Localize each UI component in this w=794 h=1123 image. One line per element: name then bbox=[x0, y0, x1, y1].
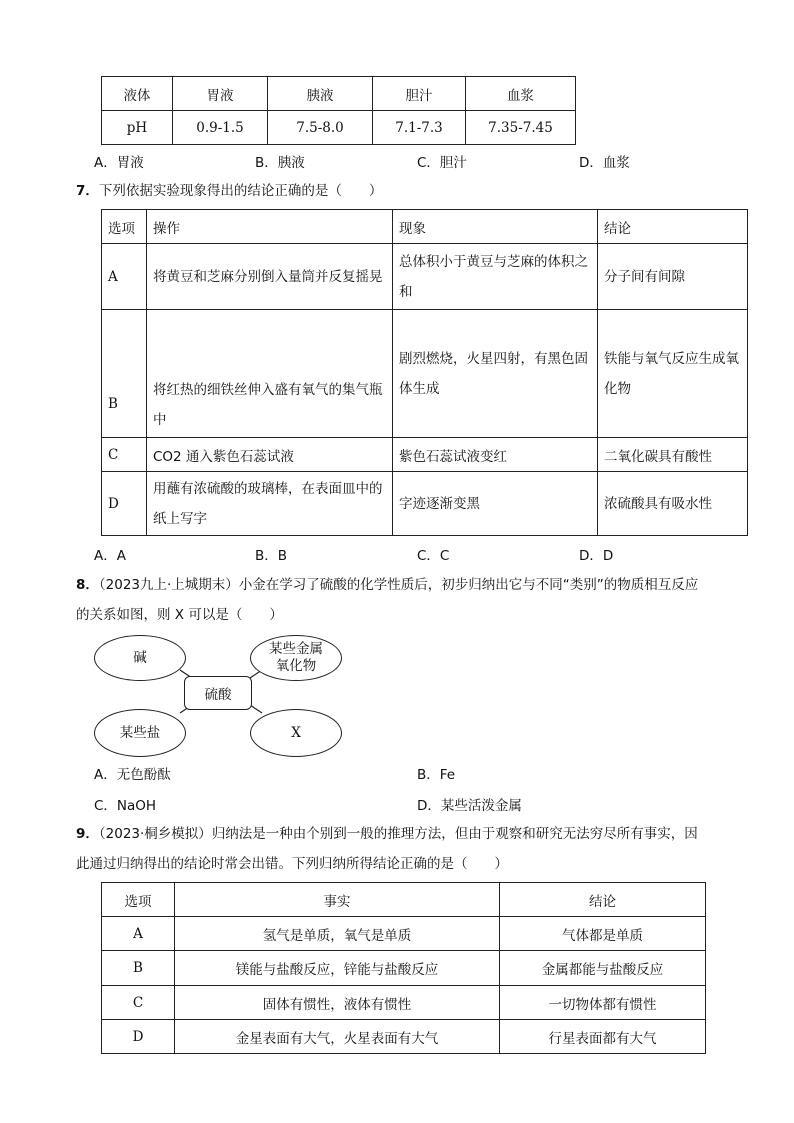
q7-row-d bbox=[102, 472, 748, 536]
q8-stem bbox=[76, 570, 742, 630]
q9-fact: 氢气是单质，氧气是单质 bbox=[175, 917, 500, 951]
q7-operation: 将黄豆和芝麻分别倒入量筒并反复摇晃 bbox=[147, 244, 393, 310]
q7-phenomenon: 总体积小于黄豆与芝麻的体积之和 bbox=[393, 244, 598, 310]
q9-header-cell: 事实 bbox=[175, 883, 500, 917]
q9-option-label: A bbox=[102, 917, 175, 951]
q8-number: 8． bbox=[76, 577, 99, 593]
q7-option-c[interactable]: C．C bbox=[417, 548, 450, 564]
q8-stem-line2: 的关系如图，则 X 可以是（ ） bbox=[76, 607, 283, 623]
q7-row-b bbox=[102, 310, 748, 438]
node-sulfuric-acid: 硫酸 bbox=[184, 676, 252, 710]
q7-header-cell: 选项 bbox=[102, 210, 147, 244]
node-metal-oxide-line2: 氧化物 bbox=[275, 658, 317, 674]
q9-header-cell: 结论 bbox=[500, 883, 706, 917]
q9-option-label: B bbox=[102, 951, 175, 986]
node-base: 碱 bbox=[94, 635, 186, 681]
q7-options bbox=[94, 544, 613, 564]
q7-phenomenon: 剧烈燃烧，火星四射，有黑色固体生成 bbox=[393, 310, 598, 438]
q7-stem bbox=[76, 176, 742, 206]
q9-row-c bbox=[102, 986, 706, 1020]
node-x: X bbox=[250, 709, 342, 757]
q6-option-d[interactable]: D．血浆 bbox=[579, 155, 630, 171]
q9-header-row bbox=[102, 883, 706, 917]
q7-conclusion: 浓硫酸具有吸水性 bbox=[598, 472, 748, 536]
q8-option-d[interactable]: D．某些活泼金属 bbox=[417, 798, 522, 814]
q6-options bbox=[94, 151, 630, 171]
ph-value-cell: pH bbox=[102, 111, 173, 145]
q9-fact: 镁能与盐酸反应，锌能与盐酸反应 bbox=[175, 951, 500, 986]
connector-line bbox=[250, 705, 262, 713]
q9-conclusion: 一切物体都有惯性 bbox=[500, 986, 706, 1020]
q9-option-label: D bbox=[102, 1020, 175, 1054]
q7-conclusion: 二氧化碳具有酸性 bbox=[598, 438, 748, 472]
ph-table-header-row bbox=[102, 77, 576, 111]
connector-line bbox=[250, 670, 262, 678]
q9-conclusion: 气体都是单质 bbox=[500, 917, 706, 951]
q7-option-label: C bbox=[102, 438, 147, 472]
q6-option-b[interactable]: B．胰液 bbox=[255, 155, 305, 171]
ph-header-cell: 胃液 bbox=[173, 77, 268, 111]
q7-option-a[interactable]: A．A bbox=[94, 548, 126, 564]
q6-option-c[interactable]: C．胆汁 bbox=[417, 155, 467, 171]
q7-option-label: B bbox=[102, 310, 147, 438]
q9-stem-line1: 归纳法是一种由个别到一般的推理方法，但由于观察和研究无法穷尽所有事实，因 bbox=[211, 826, 698, 842]
q9-conclusion: 金属都能与盐酸反应 bbox=[500, 951, 706, 986]
q7-option-label: A bbox=[102, 244, 147, 310]
ph-header-cell: 血浆 bbox=[466, 77, 576, 111]
node-metal-oxide bbox=[250, 635, 342, 681]
q7-conclusion: 分子间有间隙 bbox=[598, 244, 748, 310]
q7-number: 7． bbox=[76, 183, 99, 199]
q8-options-row1 bbox=[94, 763, 455, 783]
ph-table bbox=[101, 76, 576, 145]
q7-phenomenon: 紫色石蕊试液变红 bbox=[393, 438, 598, 472]
ph-header-cell: 胰液 bbox=[268, 77, 373, 111]
ph-value-cell: 0.9-1.5 bbox=[173, 111, 268, 145]
q9-conclusion: 行星表面都有大气 bbox=[500, 1020, 706, 1054]
q7-header-cell: 操作 bbox=[147, 210, 393, 244]
q7-stem-text: 下列依据实验现象得出的结论正确的是（ ） bbox=[98, 183, 383, 199]
q7-conclusion: 铁能与氧气反应生成氧化物 bbox=[598, 310, 748, 438]
ph-table-value-row bbox=[102, 111, 576, 145]
q9-row-a bbox=[102, 917, 706, 951]
q8-options-row2 bbox=[94, 794, 522, 814]
ph-header-cell: 液体 bbox=[102, 77, 173, 111]
q9-source: （2023·桐乡模拟） bbox=[98, 826, 212, 842]
q9-table bbox=[101, 882, 706, 1054]
q7-phenomenon: 字迹逐渐变黑 bbox=[393, 472, 598, 536]
q7-header-cell: 现象 bbox=[393, 210, 598, 244]
q9-stem-line2: 此通过归纳得出的结论时常会出错。下列归纳所得结论正确的是（ ） bbox=[76, 856, 508, 872]
node-some-salts: 某些盐 bbox=[94, 709, 186, 757]
q8-option-c[interactable]: C．NaOH bbox=[94, 798, 157, 814]
q7-row-a bbox=[102, 244, 748, 310]
q7-operation: 用蘸有浓硫酸的玻璃棒，在表面皿中的纸上写字 bbox=[147, 472, 393, 536]
connector-line bbox=[180, 670, 192, 678]
q7-operation: CO2 通入紫色石蕊试液 bbox=[147, 438, 393, 472]
q9-row-d bbox=[102, 1020, 706, 1054]
q7-option-label: D bbox=[102, 472, 147, 536]
q8-source: （2023九上·上城期末） bbox=[98, 577, 239, 593]
q7-header-cell: 结论 bbox=[598, 210, 748, 244]
q9-fact: 金星表面有大气，火星表面有大气 bbox=[175, 1020, 500, 1054]
q8-option-a[interactable]: A．无色酚酞 bbox=[94, 767, 171, 783]
ph-value-cell: 7.35-7.45 bbox=[466, 111, 576, 145]
q9-number: 9． bbox=[76, 826, 99, 842]
q8-option-b[interactable]: B．Fe bbox=[417, 767, 456, 783]
q7-header-row bbox=[102, 210, 748, 244]
q9-row-b bbox=[102, 951, 706, 986]
q7-option-b[interactable]: B．B bbox=[255, 548, 288, 564]
q7-operation: 将红热的细铁丝伸入盛有氧气的集气瓶中 bbox=[147, 310, 393, 438]
ph-header-cell: 胆汁 bbox=[373, 77, 466, 111]
ph-value-cell: 7.1-7.3 bbox=[373, 111, 466, 145]
q9-fact: 固体有惯性，液体有惯性 bbox=[175, 986, 500, 1020]
q8-stem-line1: 小金在学习了硫酸的化学性质后，初步归纳出它与不同“类别”的物质相互反应 bbox=[238, 577, 699, 593]
connector-line bbox=[180, 705, 192, 713]
q7-row-c bbox=[102, 438, 748, 472]
q7-option-d[interactable]: D．D bbox=[579, 548, 614, 564]
q9-option-label: C bbox=[102, 986, 175, 1020]
q7-table bbox=[101, 209, 748, 536]
q6-option-a[interactable]: A．胃液 bbox=[94, 155, 144, 171]
ph-value-cell: 7.5-8.0 bbox=[268, 111, 373, 145]
q9-header-cell: 选项 bbox=[102, 883, 175, 917]
q9-stem bbox=[76, 819, 742, 879]
node-metal-oxide-line1: 某些金属 bbox=[269, 641, 323, 657]
